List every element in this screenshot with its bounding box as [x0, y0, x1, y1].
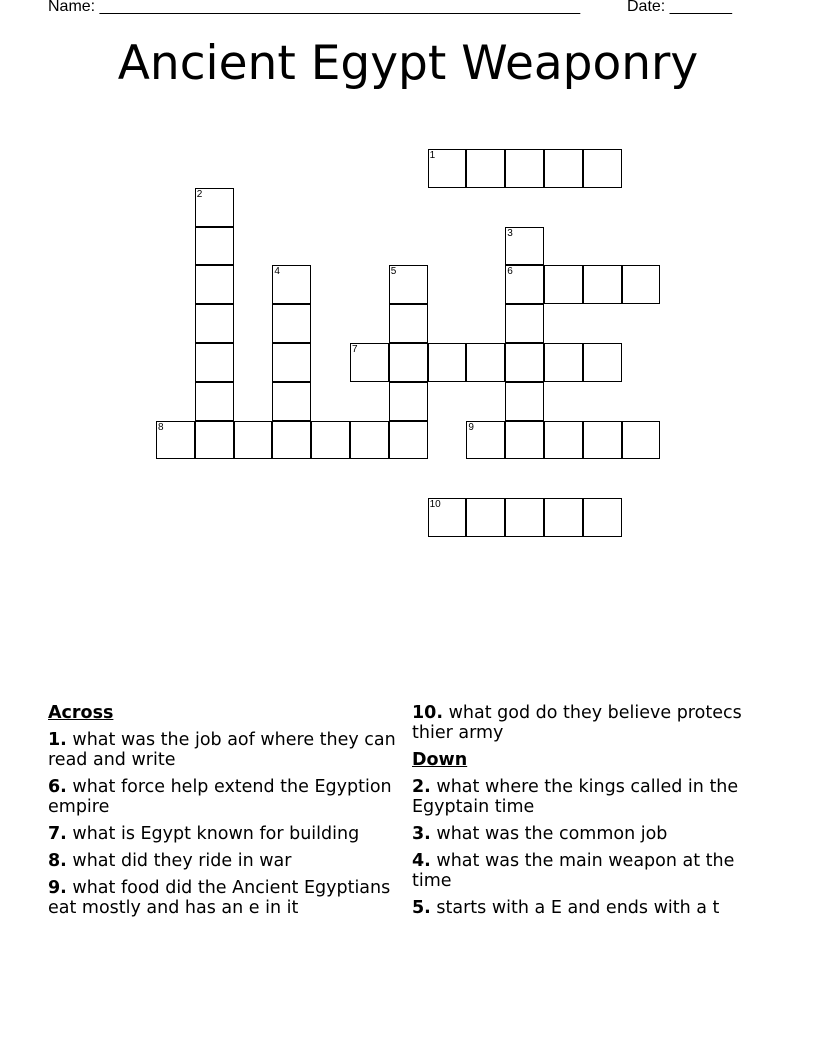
down-heading: Down	[412, 750, 468, 770]
grid-cell[interactable]	[428, 343, 467, 382]
grid-cell[interactable]	[195, 343, 234, 382]
grid-cell[interactable]	[195, 265, 234, 304]
grid-cell[interactable]	[505, 382, 544, 421]
grid-cell[interactable]	[544, 265, 583, 304]
grid-cell[interactable]	[505, 304, 544, 343]
grid-clue-number: 3	[507, 227, 513, 239]
grid-cell[interactable]	[583, 343, 622, 382]
grid-clue-number: 6	[507, 266, 513, 278]
grid-cell[interactable]	[505, 227, 544, 266]
grid-clue-number: 1	[429, 150, 436, 161]
grid-cell[interactable]	[544, 498, 583, 537]
grid-cell[interactable]	[195, 227, 234, 266]
grid-clue-number: 5	[390, 266, 397, 278]
grid-cell[interactable]	[466, 149, 505, 188]
grid-cell[interactable]	[505, 265, 544, 304]
grid-clue-number: 9	[468, 421, 474, 433]
across-clue-9: 9. what food did the Ancient Egyptians eat mostly and has an e in it	[48, 878, 391, 918]
down-clue-2: 2. what where the kings called in the Egyptain time	[412, 777, 739, 817]
grid-clue-number: 2	[196, 188, 203, 200]
grid-cell[interactable]	[583, 498, 622, 537]
clues-left-column	[48, 703, 398, 925]
grid-clue-number: 10	[429, 499, 441, 511]
grid-cell[interactable]	[583, 149, 622, 188]
grid-cell[interactable]	[466, 421, 505, 460]
across-clue-1: 1. what was the job aof where they can read and write	[48, 730, 396, 770]
grid-cell[interactable]	[311, 421, 350, 460]
grid-cell[interactable]	[428, 498, 467, 537]
date-field: Date: _______	[627, 0, 732, 15]
grid-cell[interactable]	[350, 343, 389, 382]
across-clue-8: 8. what did they ride in war	[48, 851, 292, 871]
grid-cell[interactable]	[505, 343, 544, 382]
down-clue-3: 3. what was the common job	[412, 824, 668, 844]
grid-cell[interactable]	[272, 421, 311, 460]
grid-cell[interactable]	[583, 421, 622, 460]
grid-clue-number: 7	[352, 344, 358, 355]
across-clue-6: 6. what force help extend the Egyption empire	[48, 777, 392, 817]
grid-cell[interactable]	[234, 421, 273, 460]
grid-cell[interactable]	[272, 382, 311, 421]
grid-cell[interactable]	[466, 343, 505, 382]
grid-cell[interactable]	[389, 382, 428, 421]
down-clue-4: 4. what was the main weapon at the time	[412, 851, 735, 891]
grid-clue-number: 8	[158, 421, 164, 433]
across-clue-7: 7. what is Egypt known for building	[48, 824, 360, 844]
grid-cell[interactable]	[622, 265, 661, 304]
grid-cell[interactable]	[272, 265, 311, 304]
grid-cell[interactable]	[505, 149, 544, 188]
grid-cell[interactable]	[350, 421, 389, 460]
across-heading: Across	[48, 703, 114, 723]
grid-cell[interactable]	[583, 265, 622, 304]
clues-right-column	[412, 703, 757, 925]
grid-cell[interactable]	[466, 498, 505, 537]
grid-cell[interactable]	[272, 304, 311, 343]
grid-cell[interactable]	[195, 188, 234, 227]
grid-cell[interactable]	[544, 149, 583, 188]
grid-cell[interactable]	[389, 343, 428, 382]
grid-cell[interactable]	[622, 421, 661, 460]
grid-cell[interactable]	[195, 421, 234, 460]
grid-cell[interactable]	[156, 421, 195, 460]
page-title: Ancient Egypt Weaponry	[117, 36, 699, 91]
grid-cell[interactable]	[544, 343, 583, 382]
grid-cell[interactable]	[428, 149, 467, 188]
name-field: Name: ______________________________________________________	[48, 0, 581, 15]
grid-cell[interactable]	[195, 304, 234, 343]
grid-cell[interactable]	[272, 343, 311, 382]
across-clue-10: 10. what god do they believe protecs thier army	[412, 703, 742, 743]
grid-cell[interactable]	[195, 382, 234, 421]
grid-cell[interactable]	[389, 421, 428, 460]
grid-cell[interactable]	[505, 498, 544, 537]
grid-cell[interactable]	[505, 421, 544, 460]
grid-cell[interactable]	[389, 265, 428, 304]
grid-cell[interactable]	[544, 421, 583, 460]
grid-clue-number: 4	[274, 266, 280, 278]
grid-cell[interactable]	[389, 304, 428, 343]
down-clue-5: 5. starts with a E and ends with a t	[412, 898, 720, 918]
